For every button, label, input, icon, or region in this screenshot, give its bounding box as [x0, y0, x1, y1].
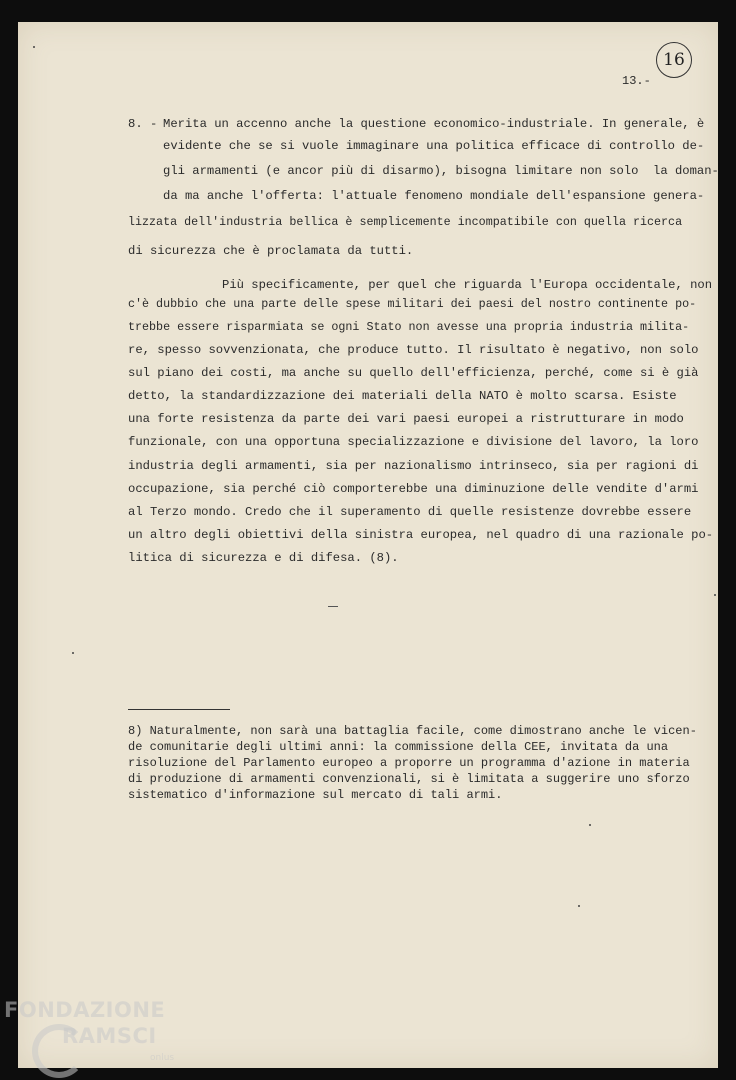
body-line: da ma anche l'offerta: l'attuale fenomeno mondiale dell'espansione genera- [163, 189, 705, 203]
body-line: al Terzo mondo. Credo che il superamento di quelle resistenze dovrebbe essere [128, 505, 692, 519]
body-line: lizzata dell'industria bellica è semplicemente incompatibile con quella ricerca [128, 215, 683, 229]
body-line: re, spesso sovvenzionata, che produce tutto. Il risultato è negativo, non solo [128, 343, 699, 357]
watermark-line-1: FONDAZIONE [4, 998, 166, 1022]
body-line: trebbe essere risparmiata se ogni Stato non avesse una propria industria milita- [128, 320, 690, 334]
archive-number: 16 [656, 42, 692, 78]
paper-speck [714, 594, 716, 596]
document-page [18, 22, 718, 1068]
body-line: c'è dubbio che una parte delle spese militari dei paesi del nostro continente po- [128, 297, 697, 311]
footnote-line: sistematico d'informazione sul mercato di tali armi. [128, 788, 503, 802]
footnote-line: di produzione di armamenti convenzionali, si è limitata a suggerire uno sforzo [128, 772, 690, 786]
body-line: un altro degli obiettivi della sinistra europea, nel quadro di una razionale po- [128, 528, 714, 542]
footnote-divider [128, 709, 230, 710]
body-line: Più specificamente, per quel che riguarda l'Europa occidentale, non [222, 278, 713, 292]
body-line: detto, la standardizzazione dei materiali della NATO è molto scarsa. Esiste [128, 389, 677, 403]
body-line: funzionale, con una opportuna specializzazione e divisione del lavoro, la loro [128, 435, 699, 449]
watermark-line-2: RAMSCI [62, 1024, 157, 1048]
body-line: di sicurezza che è proclamata da tutti. [128, 244, 414, 258]
body-line: industria degli armamenti, sia per nazionalismo intrinseco, sia per ragioni di [128, 459, 699, 473]
body-line: evidente che se si vuole immaginare una politica efficace di controllo de- [163, 139, 705, 153]
section-number: 8. - [128, 117, 158, 131]
footnote-line: 8) Naturalmente, non sarà una battaglia facile, come dimostrano anche le vicen- [128, 724, 697, 738]
body-line: una forte resistenza da parte dei vari paesi europei a ristrutturare in modo [128, 412, 684, 426]
paper-speck [589, 824, 591, 826]
watermark-line-3: onlus [150, 1053, 175, 1063]
paper-speck [72, 652, 74, 654]
body-line: occupazione, sia perché ciò comporterebbe una diminuzione delle vendite d'armi [128, 482, 699, 496]
footnote-line: de comunitarie degli ultimi anni: la commissione della CEE, invitata da una [128, 740, 669, 754]
body-line: litica di sicurezza e di difesa. (8). [128, 551, 399, 565]
paper-speck [578, 905, 580, 907]
paper-speck [33, 46, 35, 48]
stray-dash [328, 606, 338, 607]
body-line: sul piano dei costi, ma anche su quello dell'efficienza, perché, come si è già [128, 366, 699, 380]
footnote-line: risoluzione del Parlamento europeo a proporre un programma d'azione in materia [128, 756, 690, 770]
page-number: 13.- [622, 74, 651, 88]
fondazione-gramsci-watermark [4, 998, 204, 1076]
body-line: gli armamenti (e ancor più di disarmo), bisogna limitare non solo la doman- [163, 164, 719, 178]
body-line: Merita un accenno anche la questione economico-industriale. In generale, è [163, 117, 705, 131]
